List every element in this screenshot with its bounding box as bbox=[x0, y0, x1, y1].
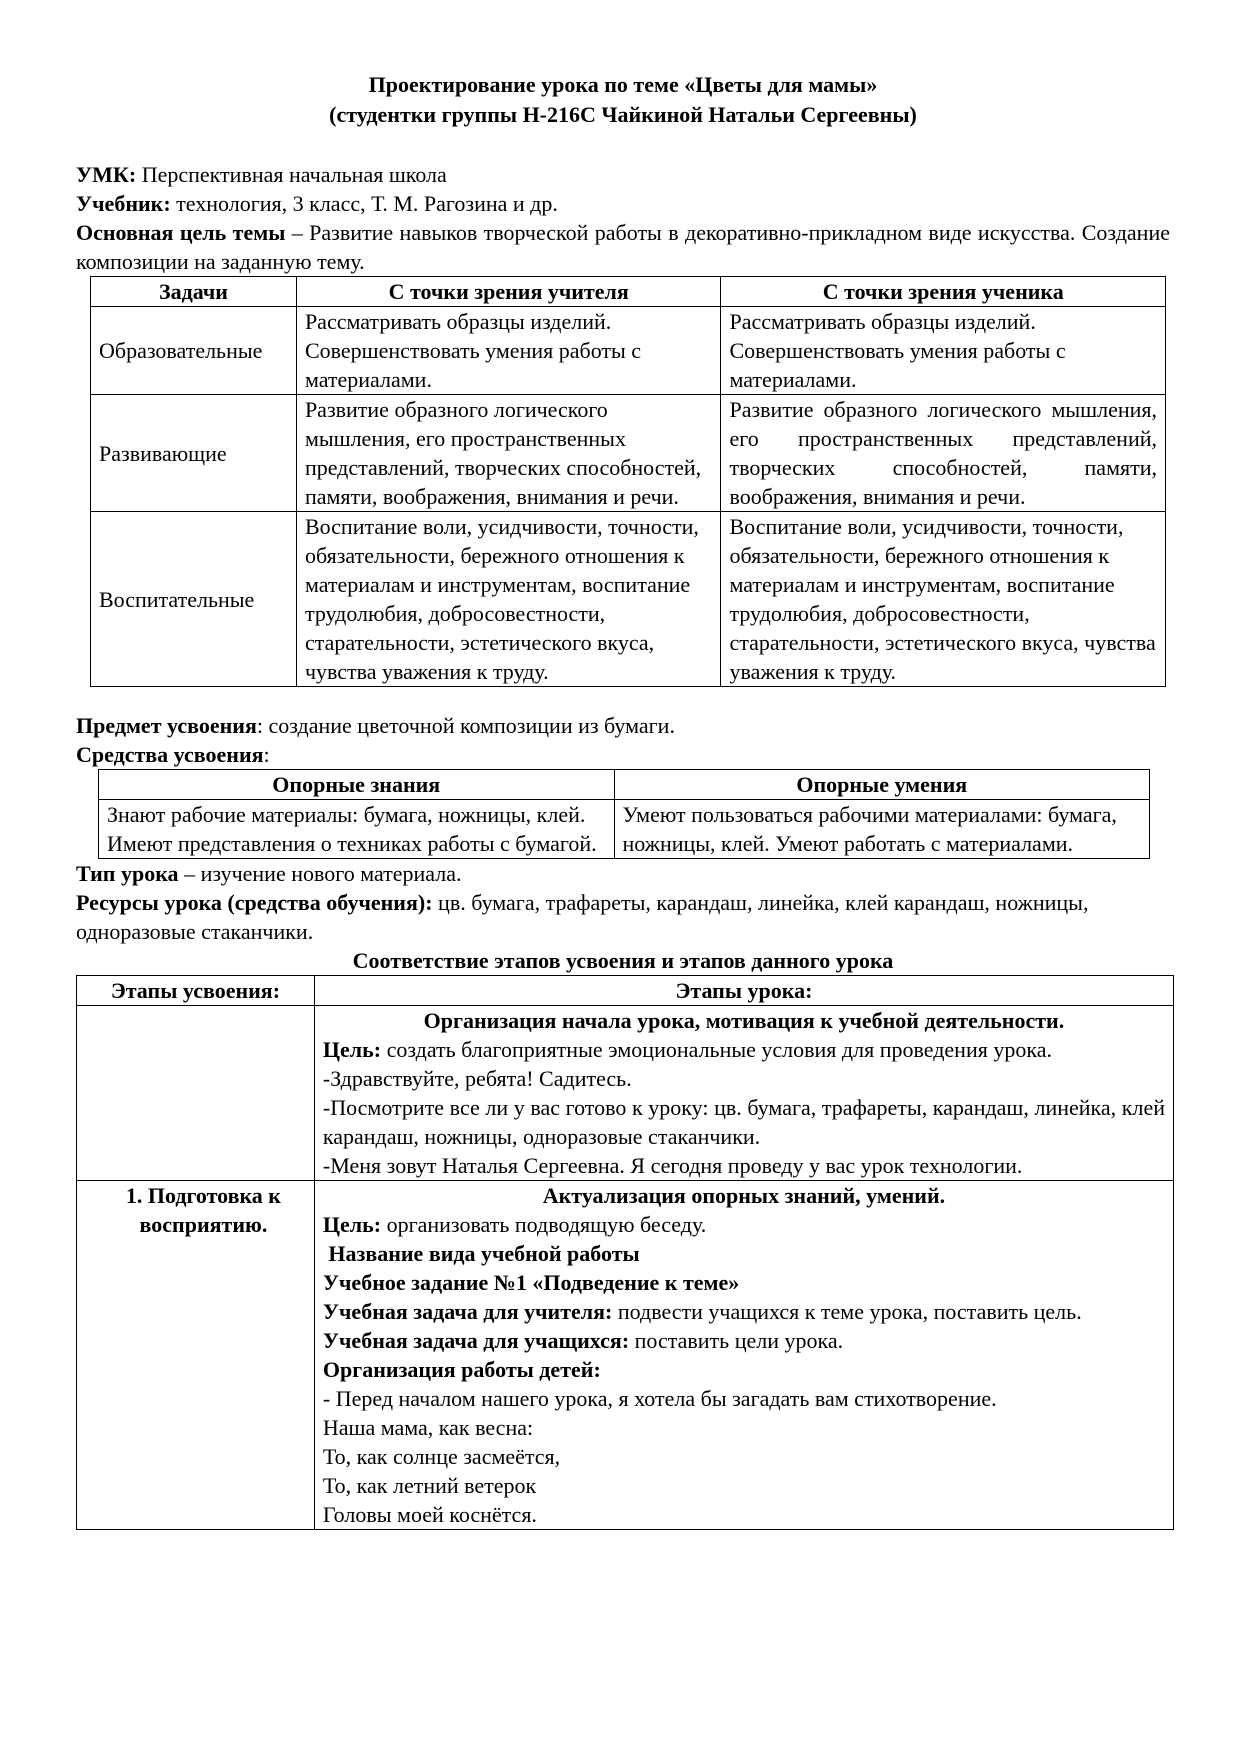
table-row bbox=[91, 512, 1166, 687]
resources-value: цв. бумага, трафареты, карандаш, линейка, клей карандаш, ножницы, одноразовые стаканчики. bbox=[76, 890, 1089, 944]
student-task-value: поставить цели урока. bbox=[629, 1328, 844, 1353]
teacher-task bbox=[323, 1297, 1165, 1326]
umk-value: Перспективная начальная школа bbox=[136, 162, 447, 187]
stage-heading: Актуализация опорных знаний, умений. bbox=[542, 1183, 946, 1208]
poem-line: То, как летний ветерок bbox=[322, 1473, 537, 1498]
lesson-type-line bbox=[76, 859, 1170, 888]
stages-header-lesson: Этапы урока: bbox=[314, 976, 1173, 1006]
stage-goal bbox=[323, 1035, 1165, 1064]
umk-line bbox=[76, 160, 1170, 189]
subject-value: : создание цветочной композиции из бумаги. bbox=[256, 713, 675, 738]
table-row bbox=[99, 800, 1150, 859]
stage-line: - Перед началом нашего урока, я хотела бы загадать вам стихотворение. bbox=[322, 1386, 997, 1411]
task-student: Рассматривать образцы изделий. Совершенствовать умения работы с материалами. bbox=[721, 307, 1166, 395]
stage-heading: Организация начала урока, мотивация к учебной деятельности. bbox=[423, 1008, 1065, 1033]
title-line-1: Проектирование урока по теме «Цветы для мамы» bbox=[368, 72, 878, 97]
means-label: Средства усвоения bbox=[76, 742, 264, 767]
document-page bbox=[76, 70, 1170, 1530]
title-line-2: (студентки группы Н-216С Чайкиной Натальи Сергеевны) bbox=[329, 102, 917, 127]
task-teacher: Развитие образного логического мышления, его пространственных представлений, творческих способностей, памяти, воображения, внимания и речи. bbox=[296, 395, 721, 512]
means-header-row bbox=[99, 770, 1150, 800]
goal-value: – Развитие навыков творческой работы в декоративно-прикладном виде искусства. Создание композиции на заданную тему. bbox=[76, 220, 1170, 274]
tasks-header-teacher: С точки зрения учителя bbox=[296, 277, 721, 307]
stages-header-row bbox=[77, 976, 1174, 1006]
means-knowledge: Знают рабочие материалы: бумага, ножницы, клей. Имеют представления о техниках работы с бумагой. bbox=[99, 800, 615, 859]
resources-label: Ресурсы урока (средства обучения): bbox=[76, 890, 433, 915]
org-label: Организация работы детей: bbox=[322, 1357, 601, 1382]
tasks-header-task: Задачи bbox=[91, 277, 297, 307]
task-teacher: Рассматривать образцы изделий. Совершенствовать умения работы с материалами. bbox=[296, 307, 721, 395]
stage-goal bbox=[323, 1210, 1165, 1239]
goal-value: создать благоприятные эмоциональные условия для проведения урока. bbox=[381, 1037, 1052, 1062]
teacher-task-label: Учебная задача для учителя: bbox=[322, 1299, 613, 1324]
stage-name: 1. Подготовка к восприятию. bbox=[77, 1181, 315, 1530]
work-type: Название вида учебной работы bbox=[322, 1241, 640, 1266]
task-teacher: Воспитание воли, усидчивости, точности, обязательности, бережного отношения к материалам и инструментам, воспитание трудолюбия, добросовестности, старательности, эстетического вкуса, чувства уважения к труду. bbox=[296, 512, 721, 687]
table-row bbox=[77, 1006, 1174, 1181]
poem-line: Наша мама, как весна: bbox=[322, 1415, 534, 1440]
tasks-header-row bbox=[91, 277, 1166, 307]
stages-header-learning: Этапы усвоения: bbox=[77, 976, 315, 1006]
table-row bbox=[91, 395, 1166, 512]
means-line bbox=[76, 740, 1170, 769]
umk-label: УМК: bbox=[76, 162, 137, 187]
table-row bbox=[91, 307, 1166, 395]
assignment: Учебное задание №1 «Подведение к теме» bbox=[322, 1270, 740, 1295]
goal-label: Цель: bbox=[322, 1037, 382, 1062]
means-header-knowledge: Опорные знания bbox=[99, 770, 615, 800]
goal-line bbox=[76, 218, 1170, 276]
tasks-header-student: С точки зрения ученика bbox=[721, 277, 1166, 307]
stage-cell-empty bbox=[77, 1006, 315, 1181]
resources-line bbox=[76, 888, 1170, 946]
stage-content-2 bbox=[314, 1181, 1173, 1530]
means-skills: Умеют пользоваться рабочими материалами: бумага, ножницы, клей. Умеют работать с материалами. bbox=[614, 800, 1149, 859]
poem-line: То, как солнце засмеётся, bbox=[322, 1444, 561, 1469]
stages-table bbox=[76, 975, 1174, 1530]
lesson-type-label: Тип урока bbox=[76, 861, 179, 886]
task-student: Развитие образного логического мышления, его пространственных представлений, творческих способностей, памяти, воображения, внимания и речи. bbox=[721, 395, 1166, 512]
stage-line: -Здравствуйте, ребята! Садитесь. bbox=[322, 1066, 632, 1091]
means-header-skills: Опорные умения bbox=[614, 770, 1149, 800]
subject-line bbox=[76, 711, 1170, 740]
subject-label: Предмет усвоения bbox=[76, 713, 257, 738]
textbook-value: технология, 3 класс, Т. М. Рагозина и др. bbox=[170, 191, 558, 216]
tasks-table bbox=[90, 276, 1166, 687]
means-table bbox=[98, 769, 1150, 859]
goal-label: Цель: bbox=[322, 1212, 382, 1237]
goal-value: организовать подводящую беседу. bbox=[381, 1212, 707, 1237]
textbook-label: Учебник: bbox=[76, 191, 171, 216]
task-student: Воспитание воли, усидчивости, точности, обязательности, бережного отношения к материалам и инструментам, воспитание трудолюбия, добросовестности, старательности, эстетического вкуса, чувства уважения к труду. bbox=[721, 512, 1166, 687]
teacher-task-value: подвести учащихся к теме урока, поставить цель. bbox=[612, 1299, 1082, 1324]
table-row bbox=[77, 1181, 1174, 1530]
student-task bbox=[323, 1326, 1165, 1355]
document-title bbox=[76, 70, 1170, 130]
textbook-line bbox=[76, 189, 1170, 218]
stages-title: Соответствие этапов усвоения и этапов данного урока bbox=[352, 948, 894, 973]
stage-line: -Посмотрите все ли у вас готово к уроку: цв. бумага, трафареты, карандаш, линейка, клей карандаш, ножницы, одноразовые стаканчики. bbox=[322, 1095, 1165, 1149]
task-name: Образовательные bbox=[91, 307, 297, 395]
student-task-label: Учебная задача для учащихся: bbox=[322, 1328, 630, 1353]
task-name: Развивающие bbox=[91, 395, 297, 512]
stage-content-1 bbox=[314, 1006, 1173, 1181]
stage-line: -Меня зовут Наталья Сергеевна. Я сегодня проведу у вас урок технологии. bbox=[322, 1153, 1023, 1178]
means-colon: : bbox=[263, 742, 270, 767]
poem-line: Головы моей коснётся. bbox=[322, 1502, 537, 1527]
task-name: Воспитательные bbox=[91, 512, 297, 687]
goal-label: Основная цель темы bbox=[76, 220, 286, 245]
lesson-type-value: – изучение нового материала. bbox=[178, 861, 462, 886]
